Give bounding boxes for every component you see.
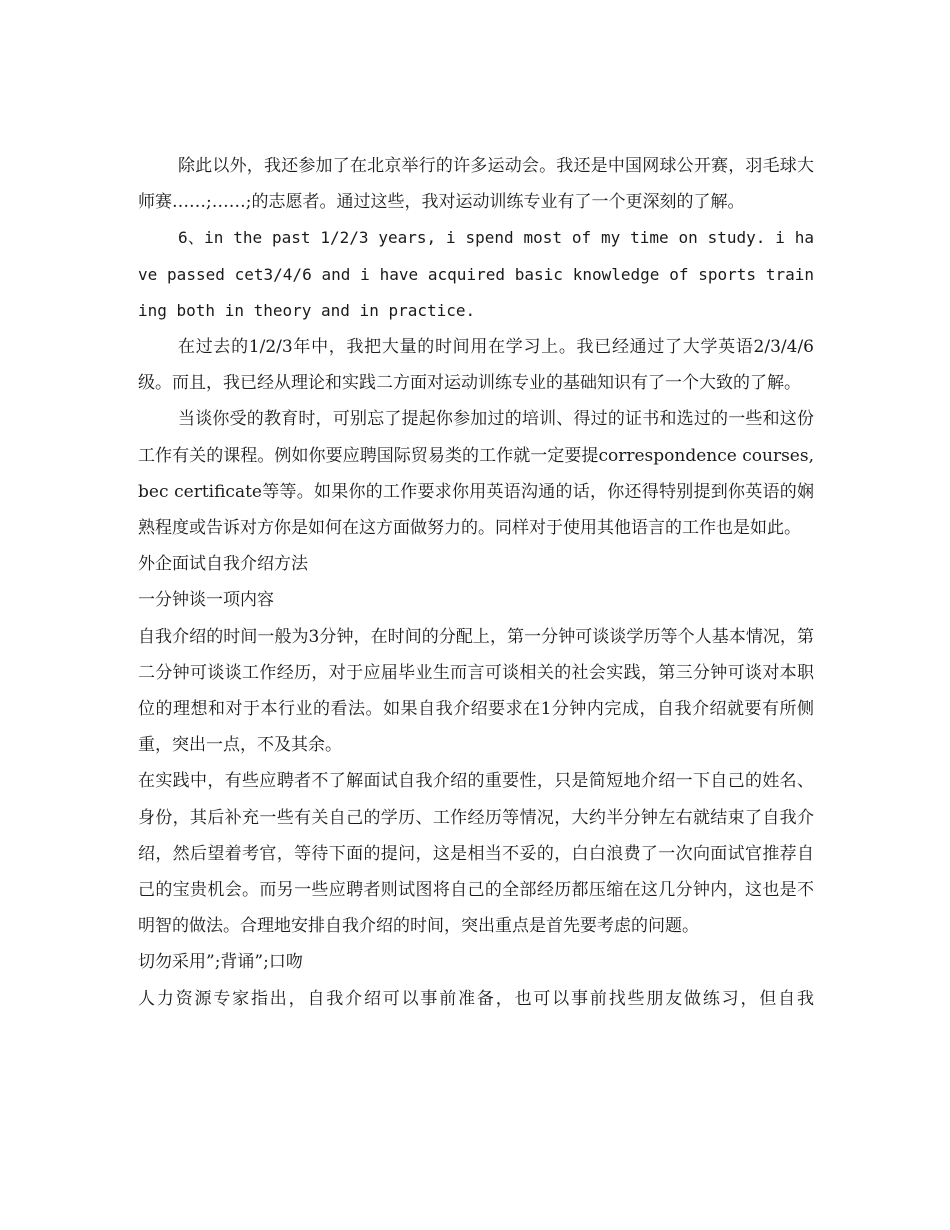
paragraph-education-advice: 当谈你受的教育时，可别忘了提起你参加过的培训、得过的证书和选过的一些和这份工作有关的课程。例如你要应聘国际贸易类的工作就一定要提correspondence courses, bec certificate等等。如果你的工作要求你用英语沟通的话，你还得特别提到你英语的娴熟程度或告诉对方你是如何在这方面做努力的。同样对于使用其他语言的工作也是如此。 <box>138 409 814 539</box>
subheading-avoid-recitation: 切勿采用”;背诵”;口吻 <box>138 952 303 973</box>
paragraph-time-allocation: 自我介绍的时间一般为3分钟，在时间的分配上，第一分钟可谈谈学历等个人基本情况，第二分钟可谈谈工作经历，对于应届毕业生而言可谈相关的社会实践，第三分钟可谈对本职位的理想和对于本行业的看法。如果自我介绍要求在1分钟内完成，自我介绍就要有所侧重，突出一点，不及其余。 <box>138 626 814 756</box>
section-heading-interview-methods: 外企面试自我介绍方法 <box>138 554 308 575</box>
paragraph-chinese-education: 在过去的1/2/3年中，我把大量的时间用在学习上。我已经通过了大学英语2/3/4/6级。而且，我已经从理论和实践二方面对运动训练专业的基础知识有了一个大致的了解。 <box>138 337 814 394</box>
paragraph-volunteer-experience: 除此以外，我还参加了在北京举行的许多运动会。我还是中国网球公开赛，羽毛球大师赛……;……;的志愿者。通过这些，我对运动训练专业有了一个更深刻的了解。 <box>138 156 814 213</box>
paragraph-hr-expert-advice: 人力资源专家指出，自我介绍可以事前准备，也可以事前找些朋友做练习，但自我 <box>138 988 814 1009</box>
document-body <box>138 148 814 1017</box>
paragraph-english-education: 6、in the past 1/2/3 years, i spend most of my time on study. i have passed cet3/4/6 and i have acquired basic knowledge of sports training both in theory and in practice. <box>138 228 814 320</box>
subheading-one-minute-topic: 一分钟谈一项内容 <box>138 590 274 611</box>
paragraph-practice-mistakes: 在实践中，有些应聘者不了解面试自我介绍的重要性，只是简短地介绍一下自己的姓名、身份，其后补充一些有关自己的学历、工作经历等情况，大约半分钟左右就结束了自我介绍，然后望着考官，等待下面的提问，这是相当不妥的，白白浪费了一次向面试官推荐自己的宝贵机会。而另一些应聘者则试图将自己的全部经历都压缩在这几分钟内，这也是不明智的做法。合理地安排自我介绍的时间，突出重点是首先要考虑的问题。 <box>138 771 814 937</box>
